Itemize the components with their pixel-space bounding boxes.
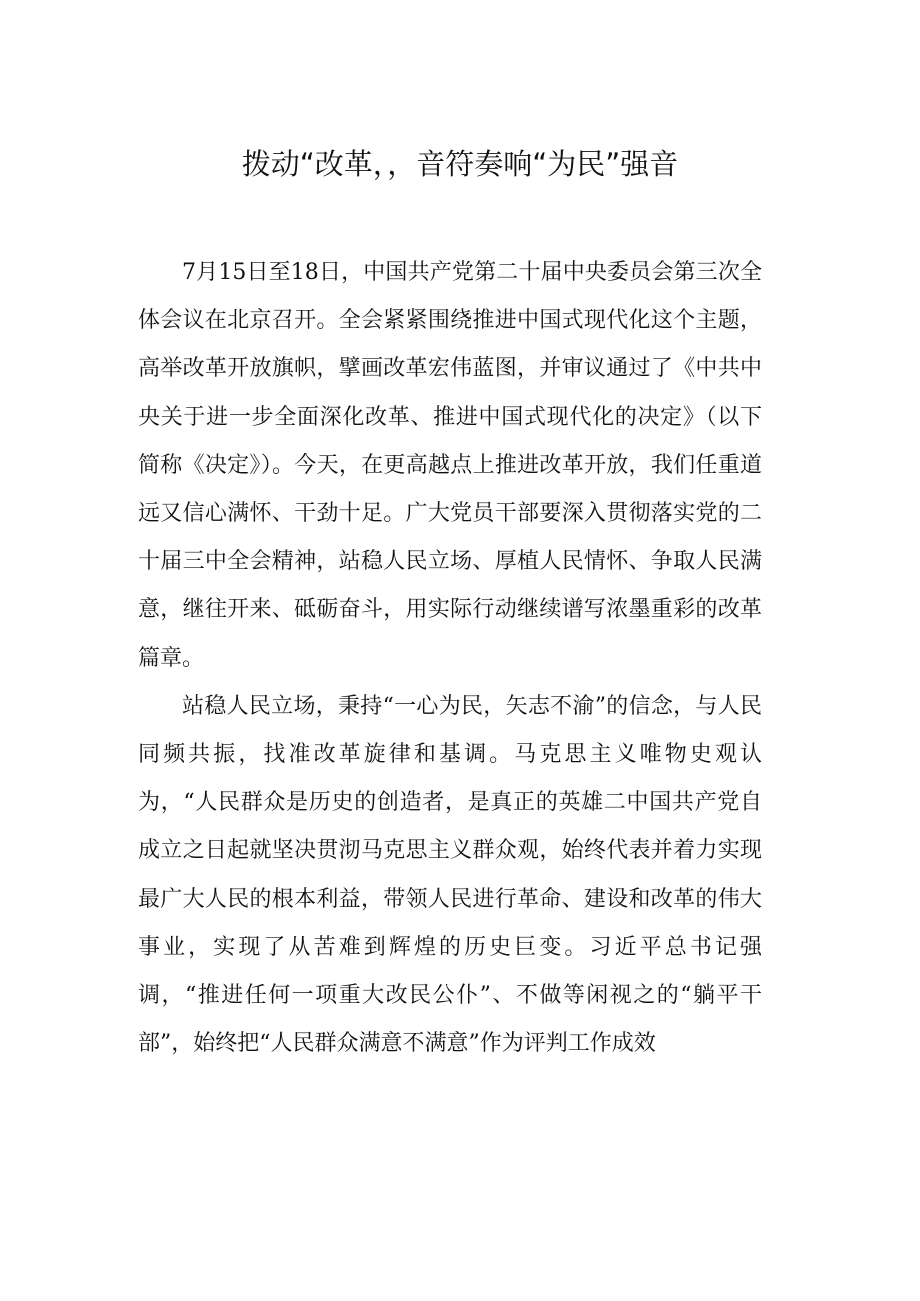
paragraph: 站稳人民立场，秉持“一心为民，矢志不渝”的信念，与人民同频共振，找准改革旋律和基调。马克思主义唯物史观认为，“人民群众是历史的创造者，是真正的英雄二中国共产党自成立之日起就坚决贯沏马克思主义群众观，始终代表并着力实现最广大人民的根本利益，带领人民进行革命、建设和改革的伟大事业，实现了从苦难到辉煌的历史巨变。习近平总书记强调，“推进任何一项重大改民公仆”、不做等闲视之的“躺平干部”，始终把“人民群众满意不满意”作为评判工作成效 — [138, 693, 762, 1057]
paragraph: 7月15日至18日，中国共产党第二十届中央委员会第三次全体会议在北京召开。全会紧紧围绕推进中国式现代化这个主题，高举改革开放旗帜，擘画改革宏伟蓝图，并审议通过了《中共中央关于进一步全面深化改革、推进中国式现代化的决定》（以下简称《决定》）。今天，在更高越点上推进改革开放，我们任重道远又信心满怀、干劲十足。广大党员干部要深入贯彻落实党的二十届三中全会精神，站稳人民立场、厚植人民情怀、争取人民满意，继往开来、砥砺奋斗，用实际行动继续谱写浓墨重彩的改革篇章。 — [138, 260, 762, 671]
document-body — [138, 249, 762, 1068]
document-title: 拨动“改革，，音符奏响“为民”强音 — [241, 147, 679, 181]
